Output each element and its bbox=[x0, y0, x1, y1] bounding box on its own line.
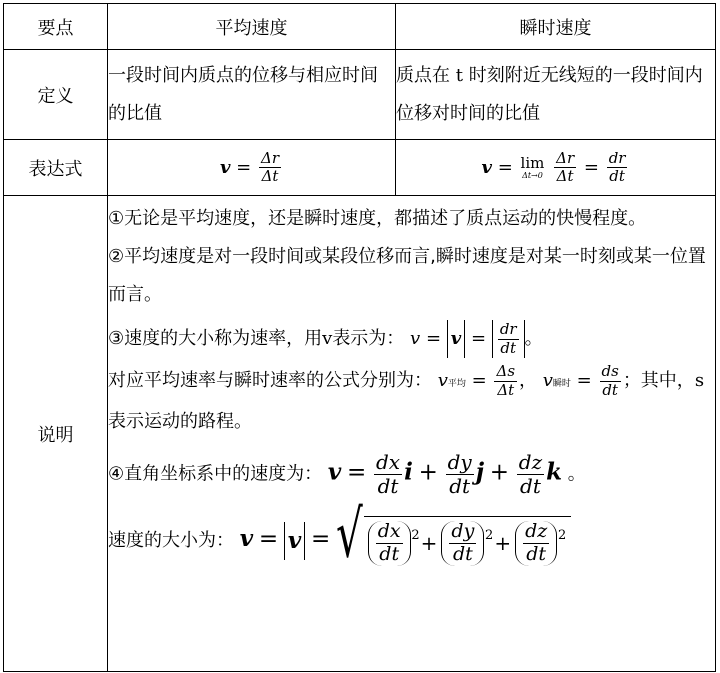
expression-average: v = $\frac{\Delta r}{\Delta t}$ bbox=[108, 140, 396, 196]
note-3: ③速度的大小称为速率，用v表示为： v = v = $\frac{dr}{dt}$ 。 bbox=[108, 320, 543, 357]
header-average-velocity: 平均速度 bbox=[108, 4, 396, 50]
expression-instant: v = lim Δt→0 $\frac{\Delta r}{\Delta t}$ = $\frac{dr}{dt}$ bbox=[396, 140, 716, 196]
definition-row bbox=[4, 50, 716, 140]
note-5: ④直角坐标系中的速度为： v = $\frac{dx}{dt}$ i + $\frac{dy}{dt}$ j + $\frac{dz}{dt}$ k 。 bbox=[108, 450, 586, 498]
note-2: ②平均速度是对一段时间或某段位移而言,瞬时速度是对某一时刻或某一位置而言。 bbox=[108, 246, 706, 305]
expression-label: 表达式 bbox=[4, 140, 108, 196]
expression-row bbox=[4, 140, 716, 196]
notes-content bbox=[108, 196, 716, 672]
notes-label: 说明 bbox=[4, 196, 108, 672]
definition-average: 一段时间内质点的位移与相应时间的比值 bbox=[108, 50, 396, 140]
note-1: ①无论是平均速度，还是瞬时速度，都描述了质点运动的快慢程度。 bbox=[108, 208, 647, 229]
definition-label: 定义 bbox=[4, 50, 108, 140]
header-key-points: 要点 bbox=[4, 4, 108, 50]
square-root: √ $\frac{dx}{dt}$ 2 + $\frac{dy}{dt}$ 2 + $\frac{dz}{dt}$ 2 bbox=[336, 516, 571, 566]
fraction-delta-r-over-delta-t: $\frac{\Delta r}{\Delta t}$ bbox=[261, 148, 280, 185]
note-6: 速度的大小为： v = v = √ $\frac{dx}{dt}$ 2 + $\frac{dy}{dt}$ 2 + $\frac{dz}{dt}$ 2 bbox=[108, 516, 715, 566]
definition-instant: 质点在 t 时刻附近无线短的一段时间内位移对时间的比值 bbox=[396, 50, 716, 140]
note-4: 对应平均速率与瞬时速率的公式分别为： v平均 = $\frac{\Delta s}{\Delta t}$ ， v瞬时 = $\frac{ds}{dt}$ ；其中，s表示运动的路程。 bbox=[108, 362, 705, 432]
notes-row bbox=[4, 196, 716, 672]
header-row bbox=[4, 4, 716, 50]
header-instant-velocity: 瞬时速度 bbox=[396, 4, 716, 50]
velocity-comparison-table bbox=[3, 3, 716, 672]
limit-operator: lim Δt→0 bbox=[520, 154, 545, 180]
